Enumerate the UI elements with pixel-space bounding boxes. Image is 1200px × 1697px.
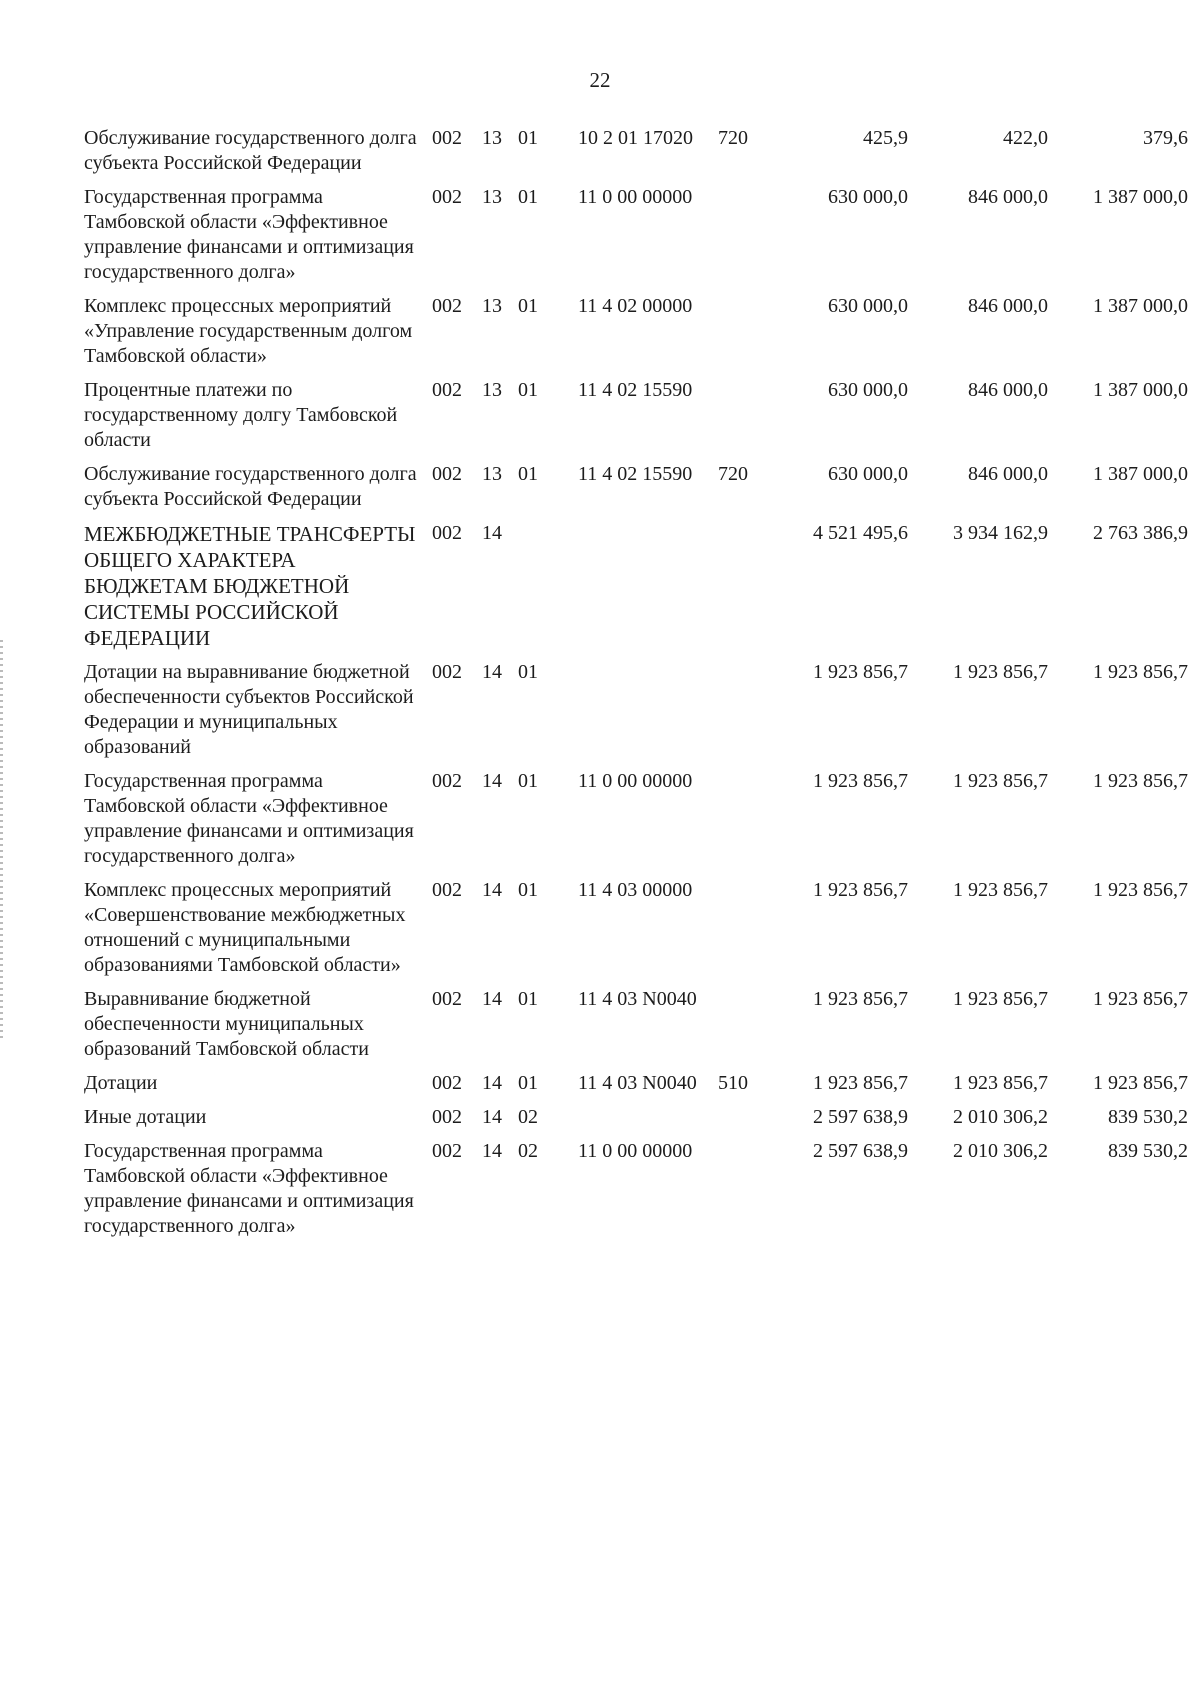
row-sum-2: 846 000,0 — [968, 463, 1048, 485]
row-subsection: 01 — [518, 127, 538, 149]
row-sum-2: 846 000,0 — [968, 295, 1048, 317]
row-section: 14 — [482, 879, 502, 901]
row-section: 13 — [482, 463, 502, 485]
row-adm: 002 — [432, 127, 462, 149]
table-row — [84, 878, 1188, 978]
row-sum-3: 1 387 000,0 — [1093, 186, 1188, 208]
row-sum-3: 1 387 000,0 — [1093, 295, 1188, 317]
row-subsection: 02 — [518, 1140, 538, 1162]
row-sum-3: 839 530,2 — [1108, 1140, 1188, 1162]
row-expense-type: 720 — [718, 127, 748, 149]
row-adm: 002 — [432, 295, 462, 317]
table-row — [84, 1139, 1188, 1239]
row-section: 14 — [482, 1106, 502, 1128]
row-target-article: 11 4 02 15590 — [578, 379, 693, 401]
row-adm: 002 — [432, 379, 462, 401]
table-row — [84, 126, 1188, 176]
row-subsection: 01 — [518, 379, 538, 401]
row-name: Обслуживание государственного долга субъекта Российской Федерации — [84, 127, 417, 174]
table-row — [84, 294, 1188, 369]
row-subsection: 02 — [518, 1106, 538, 1128]
row-expense-type: 510 — [718, 1072, 748, 1094]
scan-edge-mark — [0, 640, 3, 1040]
row-name: Дотации — [84, 1072, 158, 1094]
table-row — [84, 185, 1188, 285]
row-sum-2: 2 010 306,2 — [953, 1140, 1048, 1162]
row-sum-1: 425,9 — [863, 127, 908, 149]
row-subsection: 01 — [518, 186, 538, 208]
budget-table — [84, 126, 1188, 1248]
row-target-article: 11 0 00 00000 — [578, 1140, 693, 1162]
row-sum-1: 1 923 856,7 — [813, 988, 908, 1010]
row-target-article: 11 4 03 00000 — [578, 879, 693, 901]
row-name: Дотации на выравнивание бюджетной обеспеченности субъектов Российской Федерации и муниципальных образований — [84, 661, 414, 758]
row-sum-3: 1 923 856,7 — [1093, 770, 1188, 792]
row-expense-type: 720 — [718, 463, 748, 485]
table-row — [84, 378, 1188, 453]
row-name: Государственная программа Тамбовской области «Эффективное управление финансами и оптимизация государственного долга» — [84, 770, 414, 867]
row-target-article: 11 0 00 00000 — [578, 770, 693, 792]
row-adm: 002 — [432, 988, 462, 1010]
row-sum-3: 1 923 856,7 — [1093, 988, 1188, 1010]
row-name: Выравнивание бюджетной обеспеченности муниципальных образований Тамбовской области — [84, 988, 369, 1060]
table-row — [84, 1105, 1188, 1130]
table-row — [84, 660, 1188, 760]
row-sum-2: 846 000,0 — [968, 186, 1048, 208]
row-sum-2: 1 923 856,7 — [953, 988, 1048, 1010]
row-section: 13 — [482, 186, 502, 208]
row-adm: 002 — [432, 1072, 462, 1094]
row-name: Процентные платежи по государственному долгу Тамбовской области — [84, 379, 398, 451]
row-sum-1: 1 923 856,7 — [813, 879, 908, 901]
row-subsection: 01 — [518, 770, 538, 792]
row-section: 14 — [482, 661, 502, 683]
table-row — [84, 1071, 1188, 1096]
table-row — [84, 769, 1188, 869]
row-subsection: 01 — [518, 879, 538, 901]
row-sum-2: 1 923 856,7 — [953, 1072, 1048, 1094]
row-section: 13 — [482, 127, 502, 149]
row-adm: 002 — [432, 661, 462, 683]
row-target-article: 11 4 03 N0040 — [578, 1072, 697, 1094]
row-sum-2: 1 923 856,7 — [953, 661, 1048, 683]
row-section: 14 — [482, 988, 502, 1010]
row-subsection: 01 — [518, 295, 538, 317]
row-sum-3: 1 387 000,0 — [1093, 379, 1188, 401]
row-subsection: 01 — [518, 463, 538, 485]
row-subsection: 01 — [518, 661, 538, 683]
page-number: 22 — [589, 68, 611, 92]
row-sum-3: 1 923 856,7 — [1093, 879, 1188, 901]
table-row — [84, 462, 1188, 512]
row-section: 13 — [482, 379, 502, 401]
row-sum-3: 1 923 856,7 — [1093, 661, 1188, 683]
row-sum-3: 379,6 — [1143, 127, 1188, 149]
row-sum-3: 1 923 856,7 — [1093, 1072, 1188, 1094]
row-sum-2: 422,0 — [1003, 127, 1048, 149]
row-adm: 002 — [432, 1106, 462, 1128]
row-name: Государственная программа Тамбовской области «Эффективное управление финансами и оптимизация государственного долга» — [84, 1140, 414, 1237]
row-name: Государственная программа Тамбовской области «Эффективное управление финансами и оптимизация государственного долга» — [84, 186, 414, 283]
row-name: Обслуживание государственного долга субъекта Российской Федерации — [84, 463, 417, 510]
row-sum-1: 630 000,0 — [828, 295, 908, 317]
table-row — [84, 987, 1188, 1062]
row-adm: 002 — [432, 463, 462, 485]
row-section: 14 — [482, 522, 502, 544]
row-sum-1: 2 597 638,9 — [813, 1140, 908, 1162]
row-name: Комплекс процессных мероприятий «Управление государственным долгом Тамбовской области» — [84, 295, 413, 367]
row-sum-1: 1 923 856,7 — [813, 770, 908, 792]
row-target-article: 10 2 01 17020 — [578, 127, 693, 149]
row-target-article: 11 0 00 00000 — [578, 186, 693, 208]
row-sum-2: 3 934 162,9 — [953, 522, 1048, 544]
row-sum-1: 1 923 856,7 — [813, 1072, 908, 1094]
row-name: Иные дотации — [84, 1106, 207, 1128]
row-sum-2: 846 000,0 — [968, 379, 1048, 401]
row-section: 13 — [482, 295, 502, 317]
row-section: 14 — [482, 1072, 502, 1094]
row-subsection: 01 — [518, 1072, 538, 1094]
row-name: Комплекс процессных мероприятий «Совершенствование межбюджетных отношений с муниципальными образованиями Тамбовской области» — [84, 879, 406, 976]
row-sum-1: 630 000,0 — [828, 379, 908, 401]
row-target-article: 11 4 03 N0040 — [578, 988, 697, 1010]
row-sum-3: 2 763 386,9 — [1093, 522, 1188, 544]
row-target-article: 11 4 02 00000 — [578, 295, 693, 317]
row-sum-1: 630 000,0 — [828, 463, 908, 485]
row-section: 14 — [482, 770, 502, 792]
row-section: 14 — [482, 1140, 502, 1162]
row-subsection: 01 — [518, 988, 538, 1010]
row-sum-3: 1 387 000,0 — [1093, 463, 1188, 485]
row-sum-1: 2 597 638,9 — [813, 1106, 908, 1128]
row-sum-2: 1 923 856,7 — [953, 770, 1048, 792]
table-row — [84, 521, 1188, 651]
row-sum-2: 1 923 856,7 — [953, 879, 1048, 901]
row-target-article: 11 4 02 15590 — [578, 463, 693, 485]
row-adm: 002 — [432, 1140, 462, 1162]
row-sum-2: 2 010 306,2 — [953, 1106, 1048, 1128]
row-sum-3: 839 530,2 — [1108, 1106, 1188, 1128]
row-sum-1: 1 923 856,7 — [813, 661, 908, 683]
row-adm: 002 — [432, 770, 462, 792]
row-sum-1: 630 000,0 — [828, 186, 908, 208]
row-adm: 002 — [432, 879, 462, 901]
row-name: МЕЖБЮДЖЕТНЫЕ ТРАНСФЕРТЫ ОБЩЕГО ХАРАКТЕРА БЮДЖЕТАМ БЮДЖЕТНОЙ СИСТЕМЫ РОССИЙСКОЙ ФЕДЕРАЦИИ — [84, 522, 416, 650]
row-adm: 002 — [432, 186, 462, 208]
row-sum-1: 4 521 495,6 — [813, 522, 908, 544]
row-adm: 002 — [432, 522, 462, 544]
